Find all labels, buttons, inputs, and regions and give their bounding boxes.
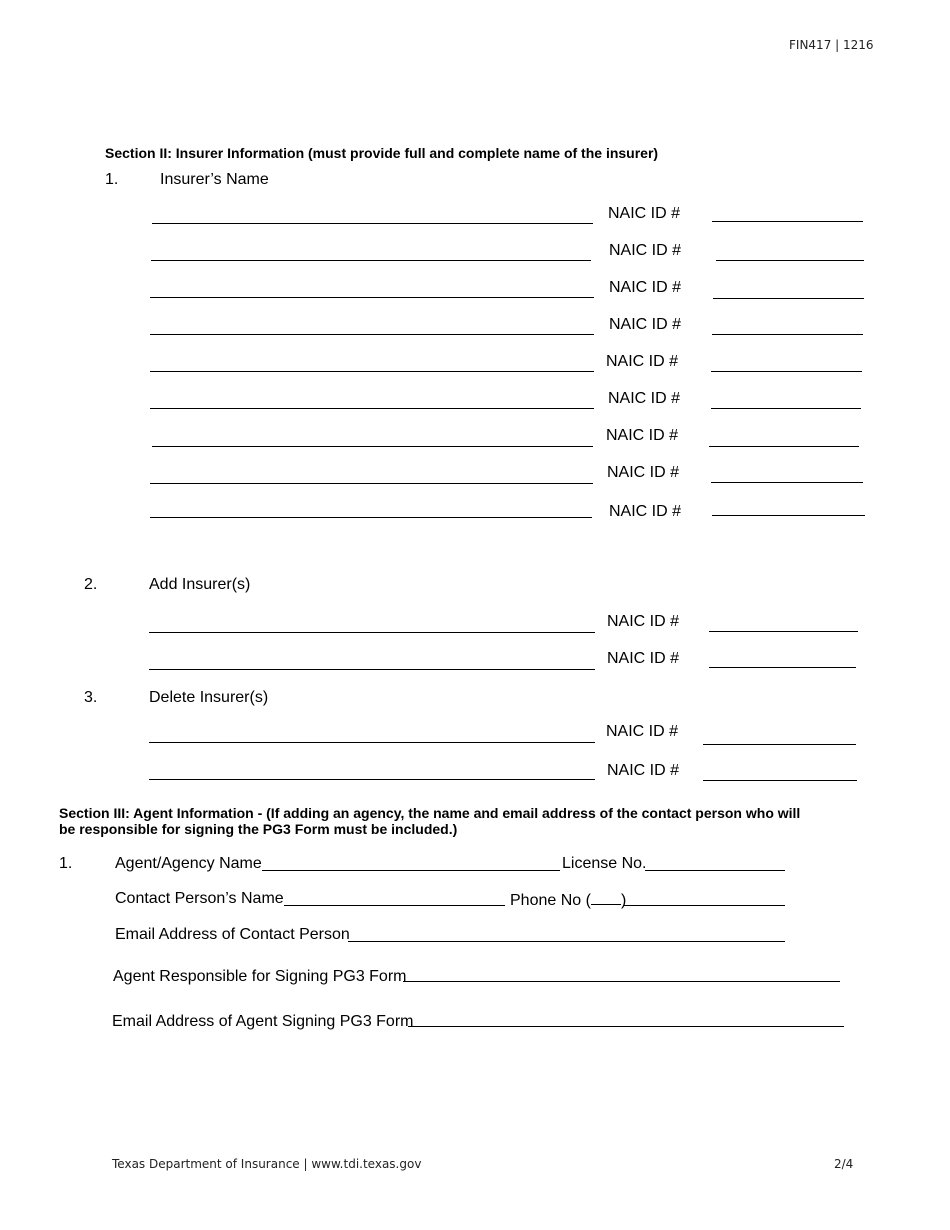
- naic-id-field[interactable]: [711, 482, 863, 483]
- insurer-name-field[interactable]: [152, 223, 593, 224]
- insurer-name-field[interactable]: [151, 260, 591, 261]
- naic-id-field[interactable]: [712, 515, 865, 516]
- insurer-name-field[interactable]: [149, 669, 595, 670]
- item-2-number: 2.: [84, 576, 98, 593]
- item-1-number: 1.: [105, 171, 119, 188]
- section-2-title: Section II: Insurer Information (must provide full and complete name of the insurer): [105, 145, 659, 161]
- naic-label: NAIC ID #: [609, 503, 682, 520]
- naic-id-field[interactable]: [712, 221, 863, 222]
- naic-label: NAIC ID #: [609, 242, 682, 259]
- area-code-field[interactable]: [591, 890, 621, 905]
- insurer-name-field[interactable]: [149, 779, 595, 780]
- contact-email-field[interactable]: [348, 941, 785, 942]
- insurer-name-field[interactable]: [150, 371, 594, 372]
- phone-number-field[interactable]: [624, 905, 785, 906]
- insurer-name-field[interactable]: [150, 297, 594, 298]
- item-3-number: 3.: [84, 689, 98, 706]
- naic-id-field[interactable]: [703, 744, 856, 745]
- naic-label: NAIC ID #: [606, 723, 679, 740]
- naic-label: NAIC ID #: [607, 650, 680, 667]
- contact-name-label: Contact Person’s Name: [115, 890, 284, 907]
- phone-label: [510, 890, 626, 910]
- page-number: 2/4: [834, 1157, 854, 1171]
- contact-name-field[interactable]: [284, 905, 505, 906]
- naic-label: NAIC ID #: [608, 205, 681, 222]
- naic-id-field[interactable]: [709, 631, 858, 632]
- form-code: FIN417 | 1216: [789, 38, 874, 52]
- naic-id-field[interactable]: [709, 667, 856, 668]
- naic-label: NAIC ID #: [609, 279, 682, 296]
- insurer-name-field[interactable]: [152, 446, 593, 447]
- signing-agent-field[interactable]: [403, 981, 840, 982]
- naic-id-field[interactable]: [703, 780, 857, 781]
- phone-label-text: Phone No (: [510, 892, 591, 909]
- agency-name-label: Agent/Agency Name: [115, 855, 262, 872]
- naic-label: NAIC ID #: [609, 316, 682, 333]
- naic-id-field[interactable]: [711, 371, 862, 372]
- section-3-title: Section III: Agent Information - (If adding an agency, the name and email address of the contact person who will be responsible for signing the PG3 Form must be included.): [59, 805, 801, 837]
- naic-id-field[interactable]: [712, 334, 863, 335]
- section-3-item-number: 1.: [59, 855, 73, 872]
- signing-agent-label: Agent Responsible for Signing PG3 Form: [113, 968, 407, 985]
- signing-email-label: Email Address of Agent Signing PG3 Form: [112, 1013, 414, 1030]
- add-insurer-label: Add Insurer(s): [149, 576, 251, 593]
- naic-id-field[interactable]: [711, 408, 861, 409]
- insurer-name-field[interactable]: [150, 483, 593, 484]
- footer-agency: Texas Department of Insurance | www.tdi.texas.gov: [112, 1157, 422, 1171]
- naic-label: NAIC ID #: [606, 353, 679, 370]
- phone-close: ): [620, 892, 627, 909]
- naic-id-field[interactable]: [716, 260, 864, 261]
- signing-email-field[interactable]: [408, 1026, 844, 1027]
- insurer-name-field[interactable]: [149, 742, 595, 743]
- insurer-name-field[interactable]: [150, 517, 592, 518]
- insurer-name-field[interactable]: [149, 632, 595, 633]
- naic-label: NAIC ID #: [606, 427, 679, 444]
- insurer-name-label: Insurer’s Name: [160, 171, 269, 188]
- delete-insurer-label: Delete Insurer(s): [149, 689, 269, 706]
- insurer-name-field[interactable]: [150, 334, 594, 335]
- naic-id-field[interactable]: [709, 446, 859, 447]
- naic-label: NAIC ID #: [607, 464, 680, 481]
- naic-label: NAIC ID #: [608, 390, 681, 407]
- insurer-name-field[interactable]: [150, 408, 594, 409]
- naic-label: NAIC ID #: [607, 613, 680, 630]
- contact-email-label: Email Address of Contact Person: [115, 926, 350, 943]
- agency-name-field[interactable]: [262, 870, 560, 871]
- naic-id-field[interactable]: [713, 298, 864, 299]
- license-label: License No.: [562, 855, 647, 872]
- license-field[interactable]: [645, 870, 785, 871]
- naic-label: NAIC ID #: [607, 762, 680, 779]
